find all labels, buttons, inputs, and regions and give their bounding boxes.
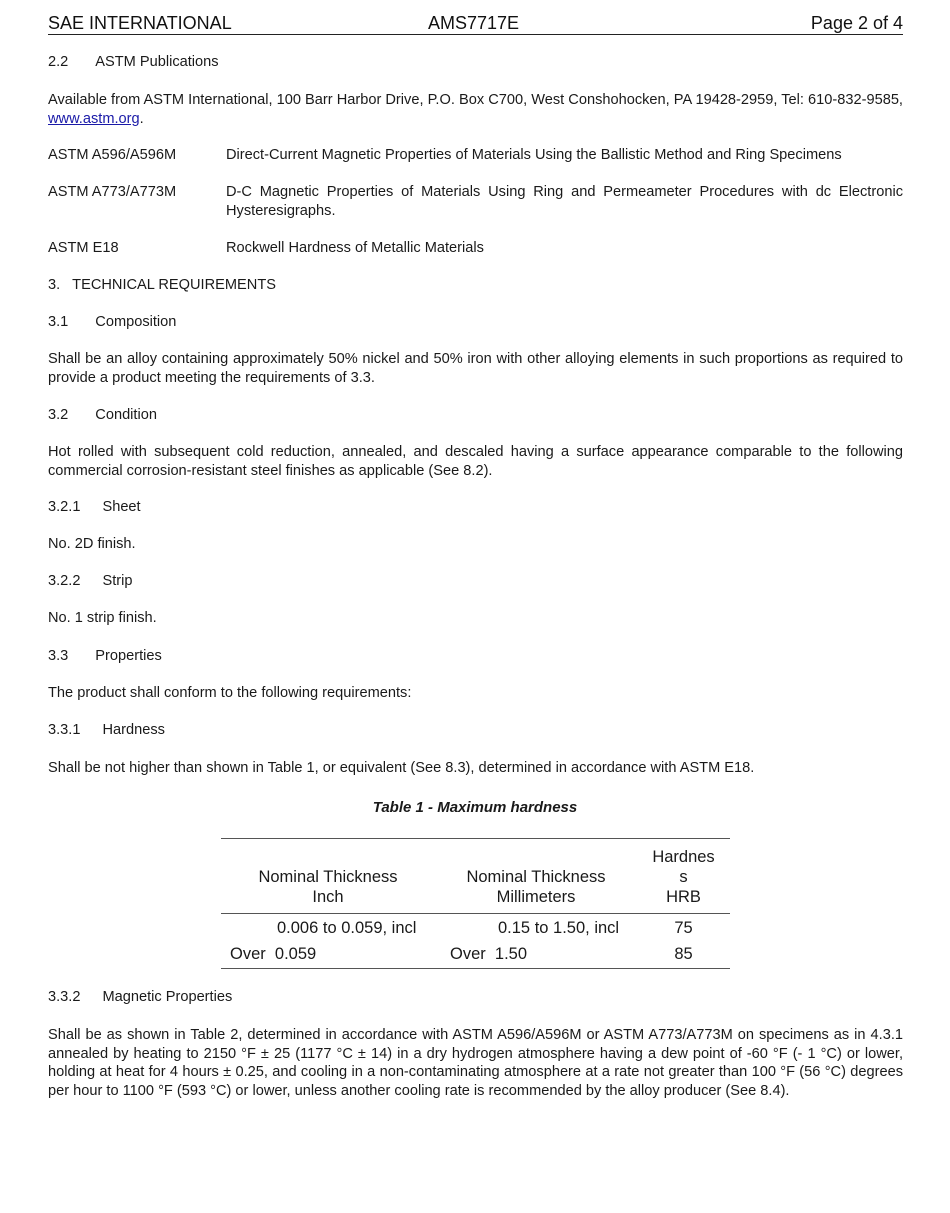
section-number: 3.1 — [48, 314, 69, 330]
condition-paragraph: Hot rolled with subsequent cold reduction, annealed, and descaled having a surface appearance comparable to the following commercial corrosion-resistant steel finishes as applicable (See 8.2). — [48, 444, 903, 479]
table-row — [221, 914, 730, 942]
section-title: ASTM Publications — [95, 54, 219, 70]
column-header-inch: Nominal Thickness Inch — [221, 839, 435, 914]
section-title: Sheet — [102, 499, 141, 515]
cell-hrb: 75 — [674, 919, 693, 937]
section-3-1-heading — [48, 313, 903, 332]
section-2-2-heading — [48, 53, 903, 72]
strip-paragraph: No. 1 strip finish. — [48, 610, 157, 626]
section-number: 3.3 — [48, 648, 69, 664]
section-number: 2.2 — [48, 54, 69, 70]
astm-website-link[interactable]: www.astm.org — [48, 110, 140, 127]
reference-id: ASTM E18 — [48, 240, 119, 256]
section-title: Properties — [95, 648, 162, 664]
cell-hrb: 85 — [674, 945, 693, 963]
section-title: Composition — [95, 314, 177, 330]
table-1-caption: Table 1 - Maximum hardness — [372, 799, 578, 816]
section-number: 3.2.2 — [48, 573, 81, 589]
sheet-paragraph: No. 2D finish. — [48, 536, 136, 552]
section-3-2-heading — [48, 406, 903, 425]
section-number: 3. — [48, 277, 61, 293]
reference-id: ASTM A773/A773M — [48, 184, 177, 200]
section-3-heading — [48, 276, 903, 295]
composition-paragraph: Shall be an alloy containing approximately 50% nickel and 50% iron with other alloying elements in such proportions as required to provide a product meeting the requirements of 3.3. — [48, 351, 903, 386]
section-title: Magnetic Properties — [102, 989, 233, 1005]
section-3-3-1-heading — [48, 721, 903, 740]
section-title: Condition — [95, 407, 157, 423]
section-3-2-1-heading — [48, 498, 903, 517]
section-number: 3.3.1 — [48, 722, 81, 738]
column-header-millimeters: Nominal Thickness Millimeters — [435, 839, 637, 914]
section-title: TECHNICAL REQUIREMENTS — [72, 277, 276, 293]
section-number: 3.2 — [48, 407, 69, 423]
reference-description: D-C Magnetic Properties of Materials Using Ring and Permeameter Procedures with dc Electronic Hysteresigraphs. — [226, 184, 903, 219]
astm-availability-paragraph: Available from ASTM International, 100 Barr Harbor Drive, P.O. Box C700, West Conshohocken, PA 19428-2959, Tel: 610-832-9585, www.astm.org. — [48, 92, 903, 127]
cell-mm: 0.15 to 1.50, incl — [498, 919, 620, 937]
reference-description: Direct-Current Magnetic Properties of Materials Using the Ballistic Method and Ring Specimens — [226, 147, 842, 163]
column-header-hardness: Hardnes s HRB — [637, 839, 730, 914]
section-number: 3.2.1 — [48, 499, 81, 515]
section-3-3-heading — [48, 647, 903, 666]
page-header — [48, 12, 903, 35]
cell-mm: Over 1.50 — [450, 945, 528, 963]
section-title: Hardness — [102, 722, 165, 738]
header-organization: SAE INTERNATIONAL — [48, 13, 232, 33]
reference-description: Rockwell Hardness of Metallic Materials — [226, 240, 484, 256]
header-page-number: Page 2 of 4 — [810, 13, 903, 33]
magnetic-properties-paragraph: Shall be as shown in Table 2, determined in accordance with ASTM A596/A596M or ASTM A773/A773M on specimens as in 4.3.1 annealed by heating to 2150 °F ± 25 (1177 °C ± 14) in a dry hydrogen atmosphere having a dew point of -60 °F (- 1 °C) or lower, holding at heat for 4 hours ± 0.25, and cooling in a non-contaminating atmosphere at a rate not greater than 100 °F (56 °C) degrees per hour to 1100 °F (593 °C) or lower, unless another cooling rate is recommended by the alloy producer (See 8.4). — [48, 1027, 903, 1099]
table-row — [221, 941, 730, 969]
section-title: Strip — [102, 573, 133, 589]
section-3-3-2-heading — [48, 988, 903, 1007]
section-3-2-2-heading — [48, 572, 903, 591]
cell-inch: 0.006 to 0.059, incl — [277, 919, 417, 937]
header-document-number: AMS7717E — [428, 13, 520, 33]
reference-id: ASTM A596/A596M — [48, 147, 177, 163]
section-number: 3.3.2 — [48, 989, 81, 1005]
properties-paragraph: The product shall conform to the following requirements: — [48, 685, 412, 701]
cell-inch: Over 0.059 — [230, 945, 317, 963]
hardness-paragraph: Shall be not higher than shown in Table 1, or equivalent (See 8.3), determined in accordance with ASTM E18. — [48, 760, 755, 776]
hardness-table — [221, 838, 730, 969]
